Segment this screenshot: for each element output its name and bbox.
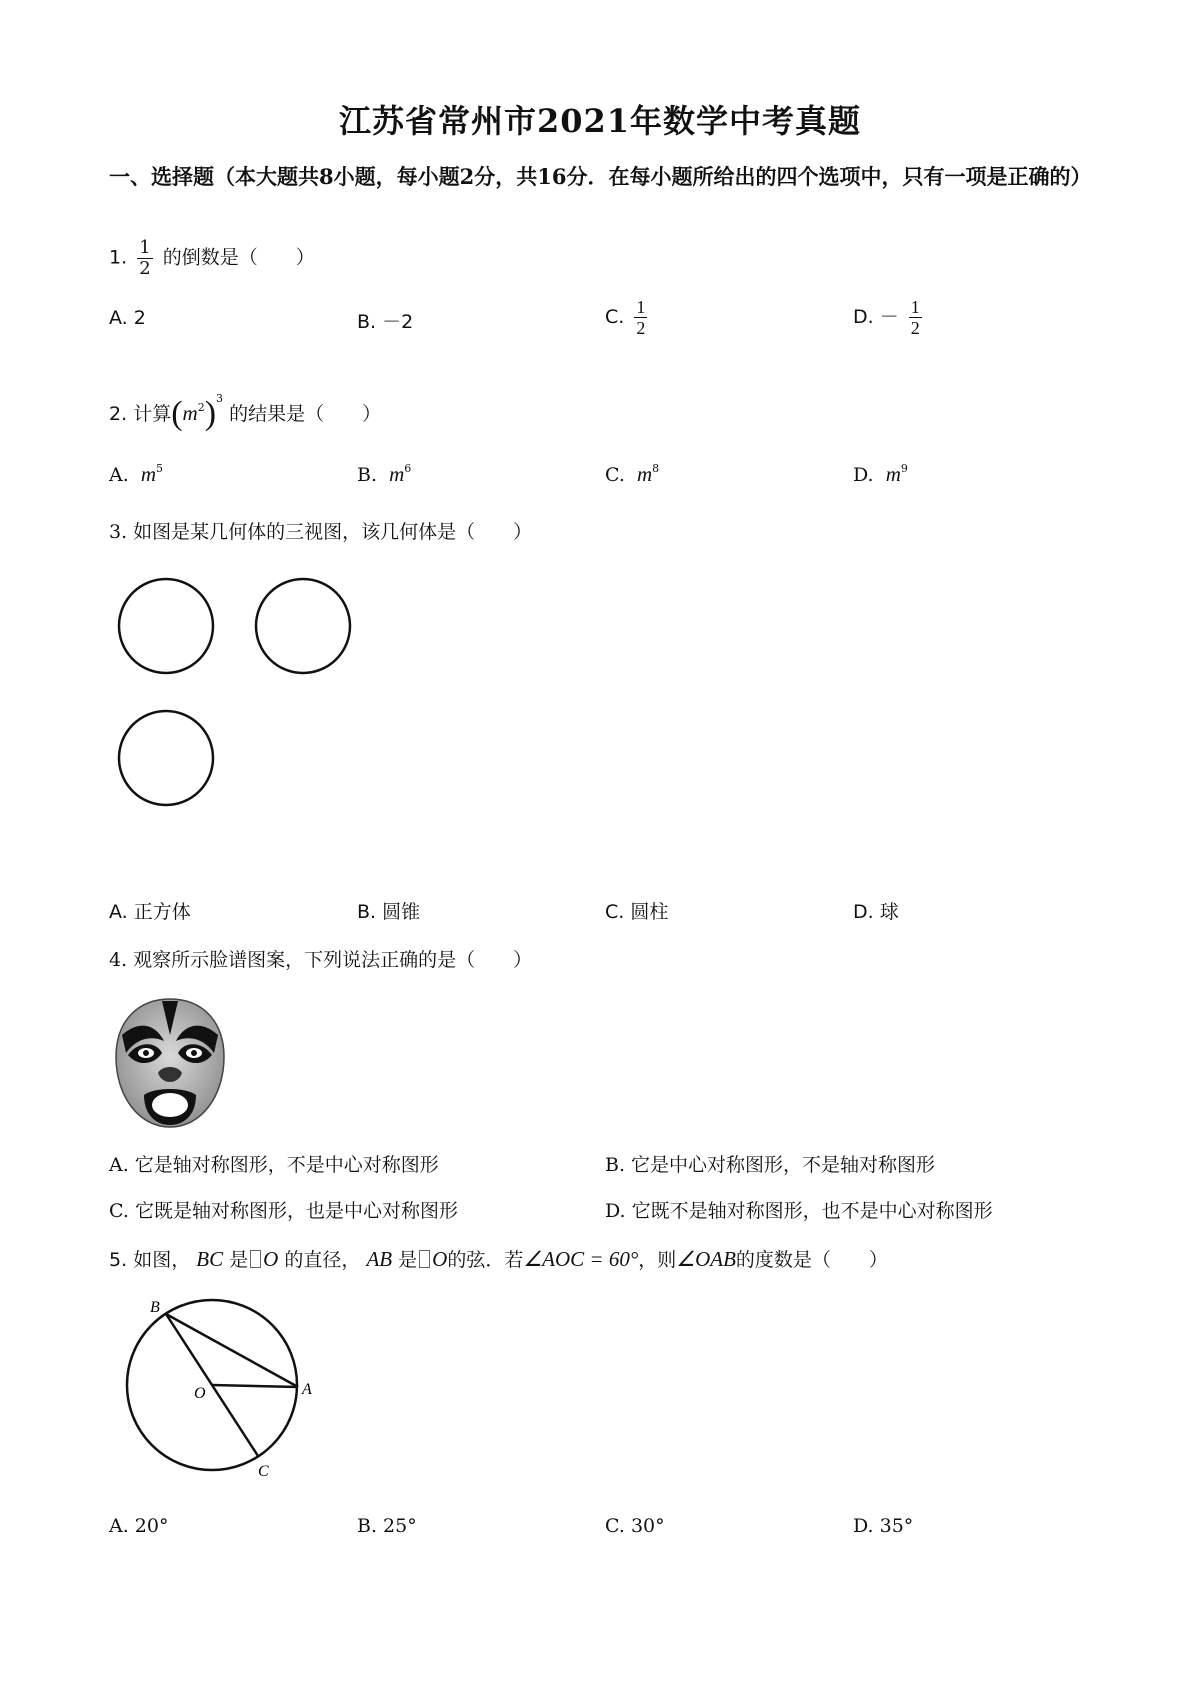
radius-oa bbox=[212, 1385, 298, 1387]
section-heading: 一、选择题（本大题共8小题，每小题2分，共16分．在每小题所给出的四个选项中，只有一项是正确的） bbox=[109, 164, 1092, 189]
question-5: 5. 如图， BC 是 O 的直径， AB 是 O的弦．若∠AOC = 60°，则∠OAB的度数是（ ） bbox=[109, 1247, 888, 1271]
q2-option-a: A. $m^5$ bbox=[109, 462, 164, 486]
circle-symbol-box bbox=[250, 1250, 261, 1268]
q2-option-d: D. $m^9$ bbox=[853, 462, 908, 486]
label-b: B bbox=[150, 1299, 160, 1316]
q4-option-d: D. 它既不是轴对称图形，也不是中心对称图形 bbox=[605, 1200, 993, 1222]
top-view-circle bbox=[119, 711, 213, 805]
front-view-circle bbox=[119, 579, 213, 673]
label-c: C bbox=[258, 1463, 269, 1480]
q2-option-b: B. $m^6$ bbox=[357, 462, 412, 486]
q3-option-b: B. 圆锥 bbox=[357, 901, 421, 923]
label-a: A bbox=[302, 1381, 312, 1398]
label-o: O bbox=[194, 1385, 206, 1402]
q2-option-c: C. $m^8$ bbox=[605, 462, 660, 486]
page-title: 江苏省常州市2021年数学中考真题 bbox=[338, 102, 862, 140]
question-3: 3. 如图是某几何体的三视图，该几何体是（ ） bbox=[109, 521, 533, 543]
q3-option-d: D. 球 bbox=[853, 901, 899, 923]
fraction-one-half: $\frac{1}{2}$ bbox=[139, 237, 151, 279]
q4-option-a: A. 它是轴对称图形，不是中心对称图形 bbox=[109, 1154, 439, 1176]
q5-option-a: A. 20° bbox=[109, 1515, 169, 1537]
q4-option-b: B. 它是中心对称图形，不是轴对称图形 bbox=[605, 1154, 936, 1176]
q5-option-b: B. 25° bbox=[357, 1515, 417, 1537]
q1-option-a: A. 2 bbox=[109, 307, 146, 329]
chord-ba bbox=[166, 1314, 298, 1387]
q3-option-c: C. 圆柱 bbox=[605, 901, 669, 923]
q4-option-c: C. 它既是轴对称图形，也是中心对称图形 bbox=[109, 1200, 458, 1222]
q3-option-a: A. 正方体 bbox=[109, 901, 191, 923]
circle-symbol-box bbox=[419, 1250, 430, 1268]
circle-geometry-figure bbox=[110, 1290, 330, 1480]
q1-option-c: C. $\frac{1}{2}$ bbox=[605, 297, 646, 338]
q1-option-d: D. － $\frac{1}{2}$ bbox=[853, 297, 920, 338]
q5-option-c: C. 30° bbox=[605, 1515, 665, 1537]
question-1: 1. $\frac{1}{2}$ 的倒数是（ ） bbox=[109, 237, 315, 279]
question-4: 4. 观察所示脸谱图案，下列说法正确的是（ ） bbox=[109, 949, 533, 971]
question-2: 2. 计算$(m^2)^3$ 的结果是（ ） bbox=[109, 392, 382, 432]
q1-option-b: B. －2 bbox=[357, 311, 414, 333]
q5-option-d: D. 35° bbox=[853, 1515, 914, 1537]
three-view-figure bbox=[100, 570, 380, 820]
side-view-circle bbox=[256, 579, 350, 673]
opera-mask-image bbox=[110, 995, 230, 1131]
